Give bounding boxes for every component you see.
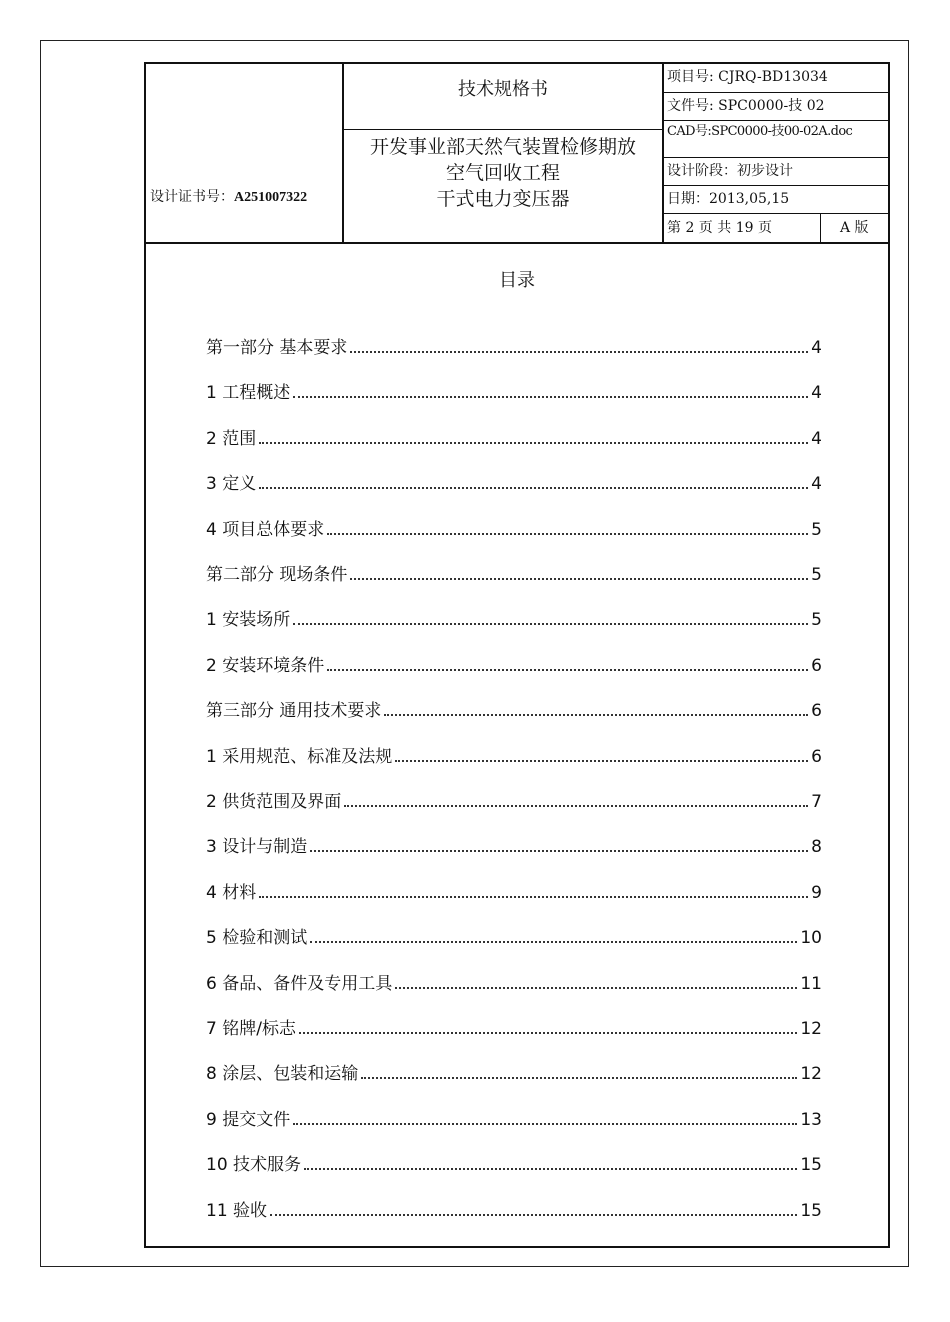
toc-leader-dots [361,1076,797,1079]
toc-leader-dots [293,1122,797,1125]
toc-entry[interactable] [206,833,822,857]
toc-entry-page: 13 [800,1109,822,1130]
toc-entry-page: 6 [811,746,822,767]
toc-entry[interactable] [206,788,822,812]
document-type: 技术规格书 [344,64,662,130]
toc-entry[interactable] [206,879,822,903]
toc-leader-dots [293,622,808,625]
toc-entry-page: 5 [811,610,822,631]
toc-entry[interactable] [206,1151,822,1175]
toc-leader-dots [395,759,808,762]
toc-entry[interactable] [206,924,822,948]
toc-entry-page: 5 [811,565,822,585]
toc-entry-label: 4 材料 [206,882,257,903]
toc-leader-dots [384,713,808,716]
toc-entry-label: 第一部分 基本要求 [206,338,348,358]
toc-entry-page: 8 [811,837,822,858]
toc-leader-dots [259,486,808,489]
toc-entry-page: 5 [811,519,822,540]
toc-entry[interactable] [206,743,822,767]
toc-entry-label: 2 安装环境条件 [206,655,325,676]
issue-date: 日期：2013,05,15 [664,186,888,214]
page-info: 第 2 页 共 19 页 [667,220,772,236]
toc-entry-page: 15 [800,1200,822,1221]
toc-leader-dots [310,940,797,943]
cert-label: 设计证书号： [150,189,234,205]
toc-title: 目录 [499,270,535,291]
toc-entry-label: 1 工程概述 [206,383,291,404]
toc-leader-dots [327,668,808,671]
toc-entry-page: 12 [800,1064,822,1085]
toc-entry-label: 第二部分 现场条件 [206,565,348,585]
toc-entry-label: 3 定义 [206,474,257,495]
toc-entry[interactable] [206,1106,822,1130]
info-cells [664,64,888,242]
toc-entry-label: 8 涂层、包装和运输 [206,1064,359,1085]
toc-entry-page: 15 [800,1155,822,1176]
toc-entry-label: 7 铭牌/标志 [206,1019,296,1039]
toc-entry-label: 2 供货范围及界面 [206,792,342,812]
cad-number: CAD号:SPC0000-技00-02A.doc [664,121,888,158]
cert-value: A251007322 [234,190,308,205]
toc-leader-dots [350,577,808,580]
toc-entry[interactable] [206,1197,822,1221]
certificate-cell [146,64,344,242]
toc-leader-dots [395,986,797,989]
toc-entry-page: 6 [811,655,822,676]
toc-entry-label: 1 采用规范、标准及法规 [206,746,393,767]
toc-entry-page: 11 [800,973,822,994]
toc-leader-dots [299,1031,797,1034]
document-frame [144,62,890,1248]
toc-entry[interactable] [206,561,822,585]
title-block [146,64,888,244]
toc-entry-page: 12 [800,1019,822,1039]
toc-entry-label: 11 验收 [206,1200,268,1221]
toc-entry[interactable] [206,516,822,540]
title-line-2: 空气回收工程 [445,162,560,184]
toc-entry-label: 2 范围 [206,428,257,449]
toc-leader-dots [259,441,808,444]
toc-entry-page: 10 [800,928,822,949]
certificate-number [150,186,307,206]
toc-entry-page: 9 [811,882,822,903]
toc-entry[interactable] [206,379,822,403]
toc-entry-page: 4 [811,383,822,404]
toc-entry-page: 4 [811,338,822,358]
toc-leader-dots [327,532,808,535]
title-cell [344,64,664,242]
toc-entry-label: 9 提交文件 [206,1109,291,1130]
toc-entry-label: 1 安装场所 [206,610,291,631]
toc-leader-dots [270,1213,797,1216]
toc-entry[interactable] [206,652,822,676]
page-version-row [664,214,888,242]
toc-entry[interactable] [206,334,822,358]
toc-entry-label: 3 设计与制造 [206,837,308,858]
toc-entry[interactable] [206,1060,822,1084]
toc-leader-dots [350,350,808,353]
project-number: 项目号: CJRQ-BD13034 [664,64,888,93]
toc-entry-label: 第三部分 通用技术要求 [206,701,382,722]
toc-entry-page: 7 [811,792,822,812]
toc-entry[interactable] [206,697,822,721]
toc-leader-dots [310,849,808,852]
toc-leader-dots [304,1167,797,1170]
toc-entry-page: 4 [811,474,822,495]
toc-entry[interactable] [206,970,822,994]
toc-leader-dots [259,895,808,898]
toc-entry-page: 4 [811,428,822,449]
toc-entry[interactable] [206,606,822,630]
toc-entry[interactable] [206,470,822,494]
toc-entry-label: 10 技术服务 [206,1155,302,1176]
cell-divider [820,214,821,242]
toc-entry[interactable] [206,425,822,449]
file-number: 文件号: SPC0000-技 02 [664,93,888,121]
toc-entry[interactable] [206,1015,822,1039]
toc-entry-label: 4 项目总体要求 [206,519,325,540]
design-stage: 设计阶段：初步设计 [664,158,888,186]
toc-leader-dots [344,804,808,807]
toc-entry-page: 6 [811,701,822,722]
toc-entry-label: 5 检验和测试 [206,928,308,949]
title-line-3: 干式电力变压器 [436,188,570,210]
title-line-1: 开发事业部天然气装置检修期放 [369,136,636,158]
document-title [344,130,662,212]
toc-leader-dots [293,395,808,398]
version: A 版 [840,220,869,236]
toc-entry-label: 6 备品、备件及专用工具 [206,973,393,994]
